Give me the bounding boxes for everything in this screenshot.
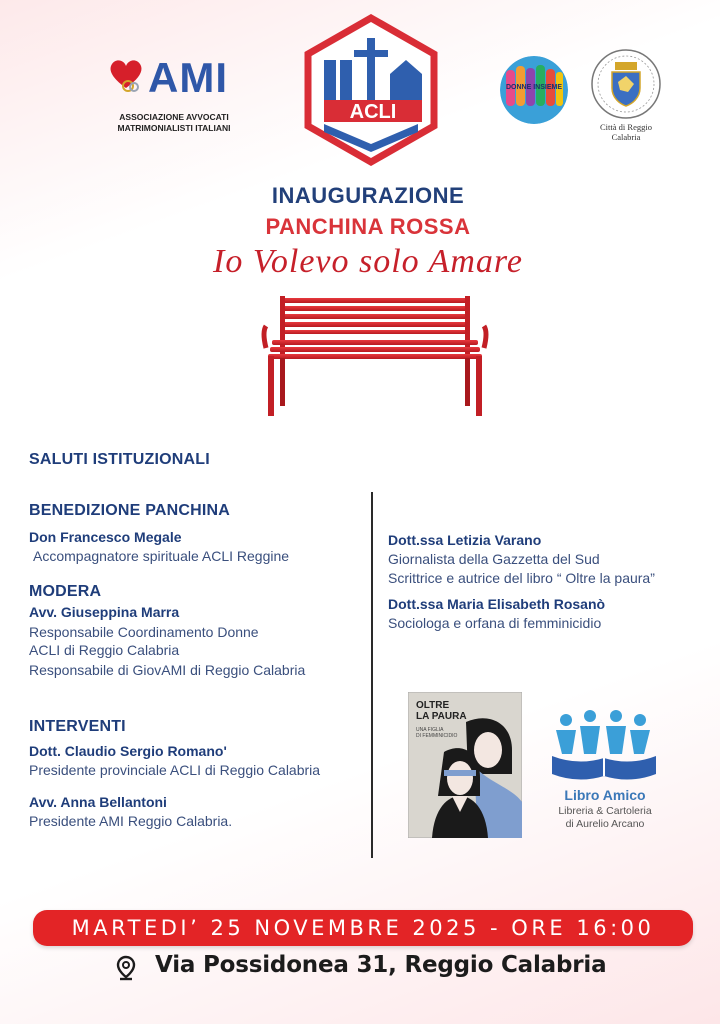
acli-logo — [302, 14, 440, 166]
acli-logo-text: ACLI — [349, 101, 397, 123]
book-cover-image — [408, 692, 522, 838]
speaker-name: Avv. Anna Bellantoni — [29, 794, 167, 810]
speaker-role: Scrittrice e autrice del libro “ Oltre la paura” — [388, 570, 655, 586]
event-date: MARTEDI’ 25 NOVEMBRE 2025 - ORE 16:00 — [71, 916, 655, 940]
libro-amico-subtitle-1: Libreria & Cartoleria — [558, 805, 652, 817]
ami-name: AMI — [148, 54, 228, 101]
benedizione-heading: BENEDIZIONE PANCHINA — [29, 502, 231, 519]
saluti-heading: SALUTI ISTITUZIONALI — [29, 451, 210, 468]
modera-heading: MODERA — [29, 583, 102, 600]
speaker-name: Dott.ssa Maria Elisabeth Rosanò — [388, 596, 606, 612]
speaker-role: Giornalista della Gazzetta del Sud — [388, 551, 600, 567]
modera-role-1: Responsabile Coordinamento Donne — [29, 624, 259, 640]
ami-logo — [104, 50, 234, 140]
interventi-heading: INTERVENTI — [29, 718, 126, 735]
speaker-name: Dott.ssa Letizia Varano — [388, 532, 542, 548]
event-address: Via Possidonea 31, Reggio Calabria — [155, 952, 607, 978]
speaker-role: Sociologa e orfana di femminicidio — [388, 615, 602, 631]
speaker-role: Presidente AMI Reggio Calabria. — [29, 813, 233, 829]
city-label: Città di Reggio Calabria — [600, 122, 652, 142]
location-pin-icon — [116, 955, 136, 981]
heart-rings-icon — [106, 54, 146, 94]
book-subtitle-2: DI FEMMINICIDIO — [416, 733, 458, 739]
title-slogan: Io Volevo solo Amare — [213, 243, 523, 280]
ami-subtitle-1: ASSOCIAZIONE AVVOCATI — [119, 112, 229, 122]
libro-amico-logo — [548, 708, 660, 788]
benedizione-role: Accompagnatore spirituale ACLI Reggine — [33, 548, 290, 564]
modera-name: Avv. Giuseppina Marra — [29, 604, 180, 620]
book-title-1: OLTRE — [416, 700, 450, 711]
red-bench-image — [258, 292, 490, 420]
modera-role-3: Responsabile di GiovAMI di Reggio Calabria — [29, 662, 306, 678]
speaker-role: Presidente provinciale ACLI di Reggio Calabria — [29, 762, 321, 778]
modera-role-2: ACLI di Reggio Calabria — [29, 642, 180, 658]
book-title-2: LA PAURA — [416, 711, 467, 722]
donne-insieme-label: DONNE INSIEME — [505, 84, 562, 91]
column-divider — [371, 492, 373, 858]
libro-amico-subtitle-2: di Aurelio Arcano — [565, 818, 645, 830]
book-subtitle-1: UNA FIGLIA — [416, 727, 444, 733]
date-banner — [33, 910, 693, 946]
donne-insieme-logo — [500, 56, 568, 124]
title-panchina-rossa: PANCHINA ROSSA — [265, 214, 471, 239]
speaker-name: Dott. Claudio Sergio Romano' — [29, 743, 227, 759]
title-inaugurazione: INAUGURAZIONE — [271, 183, 465, 208]
benedizione-name: Don Francesco Megale — [29, 529, 182, 545]
libro-amico-name: Libro Amico — [564, 787, 646, 803]
ami-subtitle-2: MATRIMONIALISTI ITALIANI — [117, 123, 231, 133]
